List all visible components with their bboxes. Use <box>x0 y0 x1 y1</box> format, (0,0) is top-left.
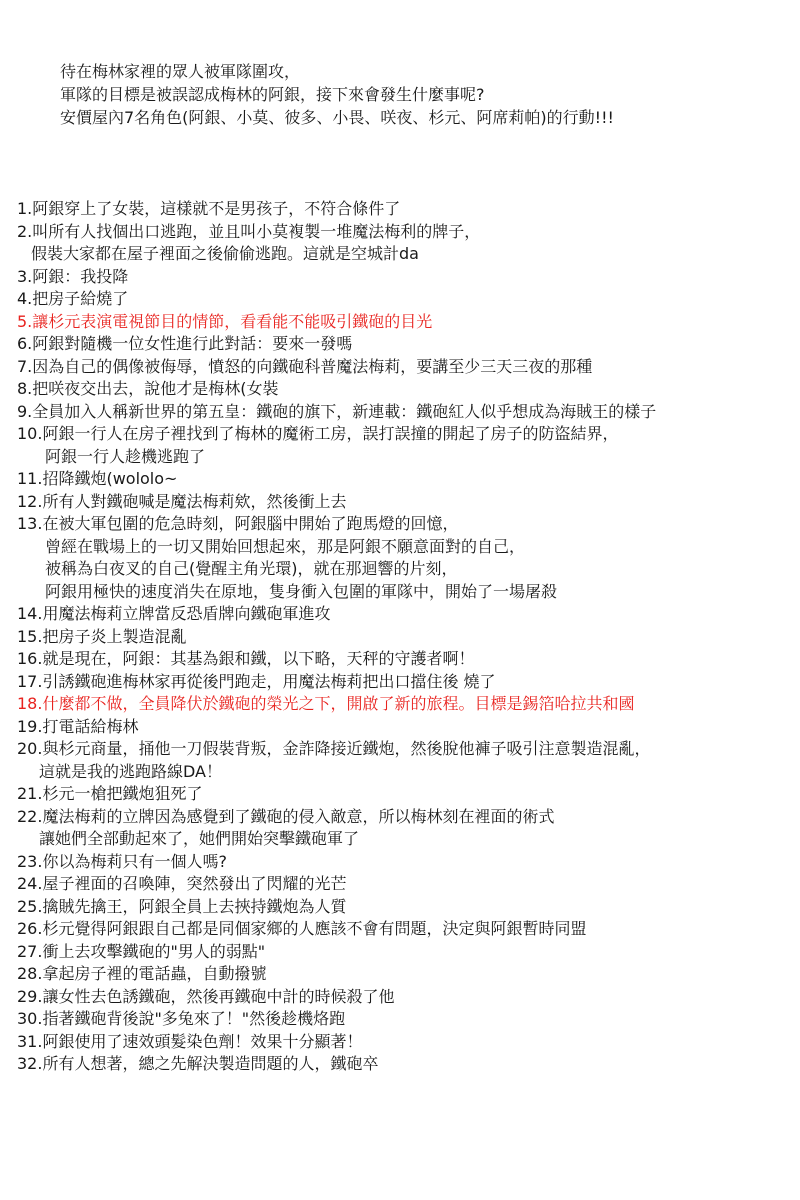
list-item: 9.全員加入人稱新世界的第五皇：鐵砲的旗下，新連載：鐵砲紅人似乎想成為海賊王的樣子 <box>17 401 657 421</box>
list-item: 12.所有人對鐵砲喊是魔法梅莉欸，然後衝上去 <box>17 491 347 511</box>
list-item: 假裝大家都在屋子裡面之後偷偷逃跑。這就是空城計da <box>31 244 419 263</box>
list-item: 28.拿起房子裡的電話蟲，自動撥號 <box>17 964 267 983</box>
list-item: 29.讓女性去色誘鐵砲，然後再鐵砲中計的時候殺了他 <box>17 986 395 1006</box>
list-item: 8.把咲夜交出去，說他才是梅林(女裝 <box>17 379 279 398</box>
list-item: 被稱為白夜叉的自己(覺醒主角光環)，就在那迴響的片刻， <box>45 559 458 578</box>
list-item: 讓她們全部動起來了，她們開始突擊鐵砲軍了 <box>39 829 360 848</box>
list-item: 7.因為自己的偶像被侮辱，憤怒的向鐵砲科普魔法梅莉，要講至少三天三夜的那種 <box>17 356 593 376</box>
intro-paragraph <box>60 60 780 129</box>
list-item: 26.杉元覺得阿銀跟自己都是同個家鄉的人應該不會有問題，決定與阿銀暫時同盟 <box>17 919 587 938</box>
list-item: 32.所有人想著，總之先解決製造問題的人，鐵砲卒 <box>17 1054 379 1073</box>
list-item: 22.魔法梅莉的立牌因為感覺到了鐵砲的侵入敵意，所以梅林刻在裡面的術式 <box>17 806 555 826</box>
list-item: 17.引誘鐵砲進梅林家再從後門跑走，用魔法梅莉把出口擋住後 燒了 <box>17 671 496 691</box>
list-item: 曾經在戰場上的一切又開始回想起來，那是阿銀不願意面對的自己， <box>45 536 526 556</box>
list-item: 13.在被大軍包圍的危急時刻，阿銀腦中開始了跑馬燈的回憶， <box>17 514 459 533</box>
list-item: 18.什麼都不做，全員降伏於鐵砲的榮光之下，開啟了新的旅程。目標是錫箔哈拉共和國 <box>17 694 635 713</box>
list-item: 25.擒賊先擒王，阿銀全員上去挾持鐵炮為人質 <box>17 896 347 916</box>
option-list <box>17 198 792 1076</box>
list-item: 11.招降鐵炮(wololo~ <box>17 469 178 488</box>
list-item: 10.阿銀一行人在房子裡找到了梅林的魔術工房，誤打誤撞的開起了房子的防盜結界， <box>17 424 619 443</box>
intro-line: 軍隊的目標是被誤認成梅林的阿銀，接下來會發生什麼事呢? <box>60 85 485 104</box>
list-item: 19.打電話給梅林 <box>17 716 139 736</box>
list-item: 這就是我的逃跑路線DA！ <box>39 761 222 781</box>
intro-line: 安價屋內7名角色(阿銀、小莫、彼多、小畏、咲夜、杉元、阿席莉帕)的行動!!! <box>60 108 614 127</box>
list-item: 20.與杉元商量，捅他一刀假裝背叛，金詐降接近鐵炮，然後脫他褲子吸引注意製造混亂， <box>17 739 651 758</box>
list-item: 14.用魔法梅莉立牌當反恐盾牌向鐵砲軍進攻 <box>17 604 331 623</box>
list-item: 阿銀一行人趁機逃跑了 <box>45 446 206 466</box>
list-item: 3.阿銀：我投降 <box>17 266 129 286</box>
list-item: 4.把房子給燒了 <box>17 289 129 308</box>
list-item: 15.把房子炎上製造混亂 <box>17 626 187 646</box>
list-item: 27.衝上去攻擊鐵砲的"男人的弱點" <box>17 941 266 961</box>
list-item: 24.屋子裡面的召喚陣，突然發出了閃耀的光芒 <box>17 874 347 893</box>
list-item: 阿銀用極快的速度消失在原地，隻身衝入包圍的軍隊中，開始了一場屠殺 <box>45 581 558 601</box>
list-item: 5.讓杉元表演電視節目的情節，看看能不能吸引鐵砲的目光 <box>17 311 433 331</box>
list-item: 30.指著鐵砲背後說"多兔來了！"然後趁機烙跑 <box>17 1009 346 1028</box>
list-item: 1.阿銀穿上了女裝，這樣就不是男孩子，不符合條件了 <box>17 199 401 218</box>
list-item: 2.叫所有人找個出口逃跑，並且叫小莫複製一堆魔法梅利的牌子， <box>17 221 481 241</box>
list-item: 16.就是現在，阿銀：其基為銀和鐵，以下略，天秤的守護者啊！ <box>17 649 475 668</box>
intro-line: 待在梅林家裡的眾人被軍隊圍攻， <box>60 62 301 81</box>
list-item: 6.阿銀對隨機一位女性進行此對話：要來一發嗎 <box>17 334 353 353</box>
list-item: 23.你以為梅莉只有一個人嗎? <box>17 851 227 871</box>
list-item: 21.杉元一槍把鐵炮狙死了 <box>17 784 203 803</box>
list-item: 31.阿銀使用了速效頭髮染色劑！效果十分顯著！ <box>17 1031 363 1051</box>
